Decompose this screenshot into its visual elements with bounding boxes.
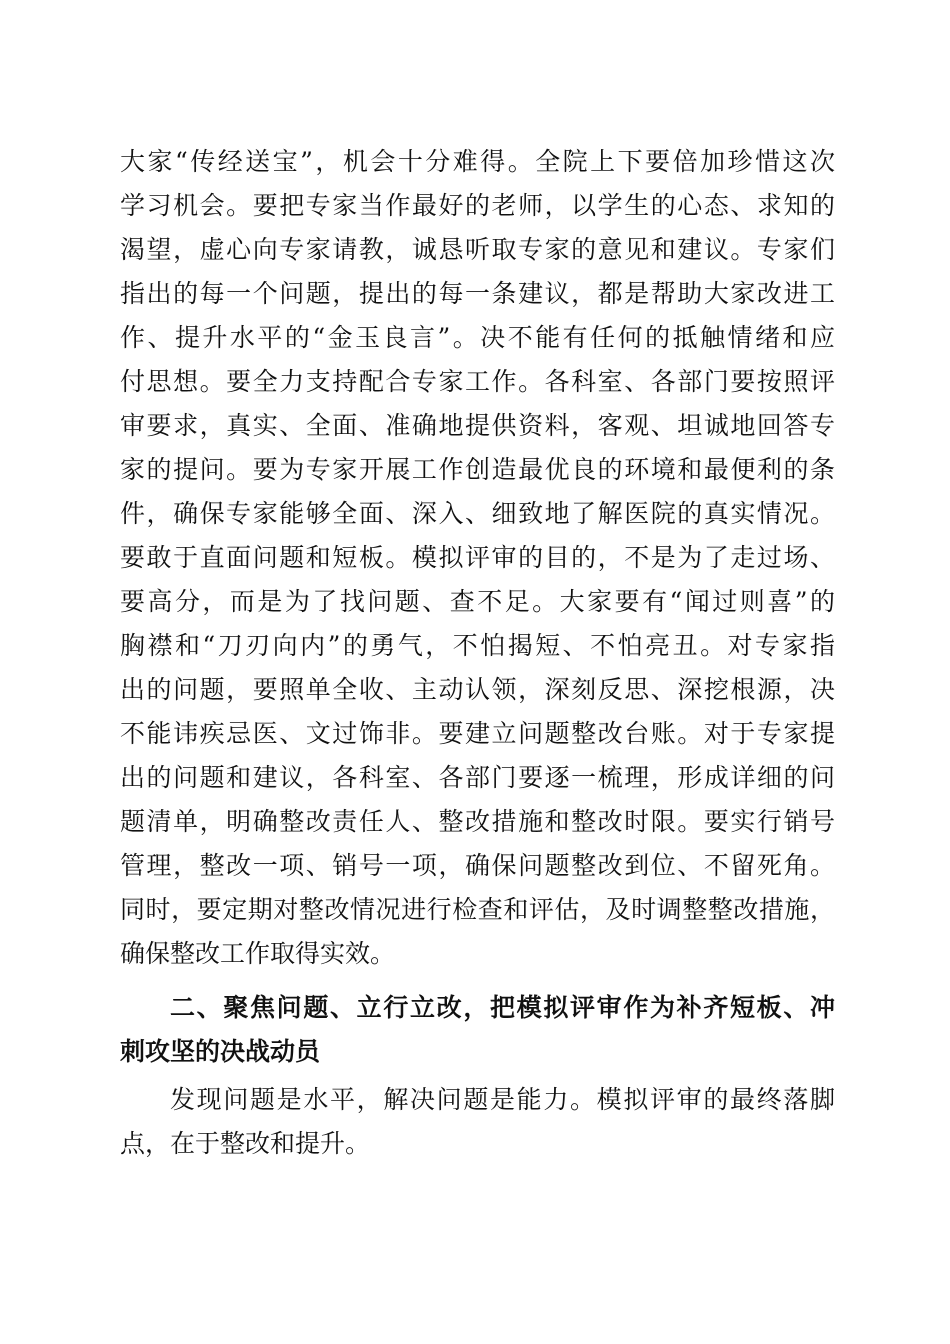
body-line: 作、提升水平的“金玉良言”。决不能有任何的抵触情绪和应: [120, 323, 835, 352]
body-line: 学习机会。要把专家当作最好的老师，以学生的心态、求知的: [120, 191, 835, 220]
body-line: 要敢于直面问题和短板。模拟评审的目的，不是为了走过场、: [120, 543, 835, 572]
body-line: 不能讳疾忌医、文过饰非。要建立问题整改台账。对于专家提: [120, 719, 835, 748]
body-line: 大家“传经送宝”，机会十分难得。全院上下要倍加珍惜这次: [120, 147, 835, 176]
body-line: 渴望，虚心向专家请教，诚恳听取专家的意见和建议。专家们: [120, 235, 835, 264]
body-line: 管理，整改一项、销号一项，确保问题整改到位、不留死角。: [120, 851, 835, 880]
body-line: 出的问题，要照单全收、主动认领，深刻反思、深挖根源，决: [120, 675, 835, 704]
body-line: 付思想。要全力支持配合专家工作。各科室、各部门要按照评: [120, 367, 835, 396]
body-line: 胸襟和“刀刃向内”的勇气，不怕揭短、不怕亮丑。对专家指: [120, 631, 835, 660]
body-line: 同时，要定期对整改情况进行检查和评估，及时调整整改措施，: [120, 895, 835, 924]
closing-line: 点，在于整改和提升。: [120, 1129, 371, 1158]
section-heading: 二、聚焦问题、立行立改，把模拟评审作为补齐短板、冲: [170, 993, 835, 1022]
body-line: 题清单，明确整改责任人、整改措施和整改时限。要实行销号: [120, 807, 835, 836]
body-line: 审要求，真实、全面、准确地提供资料，客观、坦诚地回答专: [120, 411, 835, 440]
body-line: 指出的每一个问题，提出的每一条建议，都是帮助大家改进工: [120, 279, 835, 308]
section-heading-continued: 刺攻坚的决战动员: [120, 1037, 321, 1066]
body-line: 家的提问。要为专家开展工作创造最优良的环境和最便利的条: [120, 455, 835, 484]
closing-line: 发现问题是水平，解决问题是能力。模拟评审的最终落脚: [170, 1085, 835, 1114]
body-line: 件，确保专家能够全面、深入、细致地了解医院的真实情况。: [120, 499, 835, 528]
body-line: 要高分，而是为了找问题、查不足。大家要有“闻过则喜”的: [120, 587, 835, 616]
body-line: 出的问题和建议，各科室、各部门要逐一梳理，形成详细的问: [120, 763, 835, 792]
body-line: 确保整改工作取得实效。: [120, 939, 396, 968]
